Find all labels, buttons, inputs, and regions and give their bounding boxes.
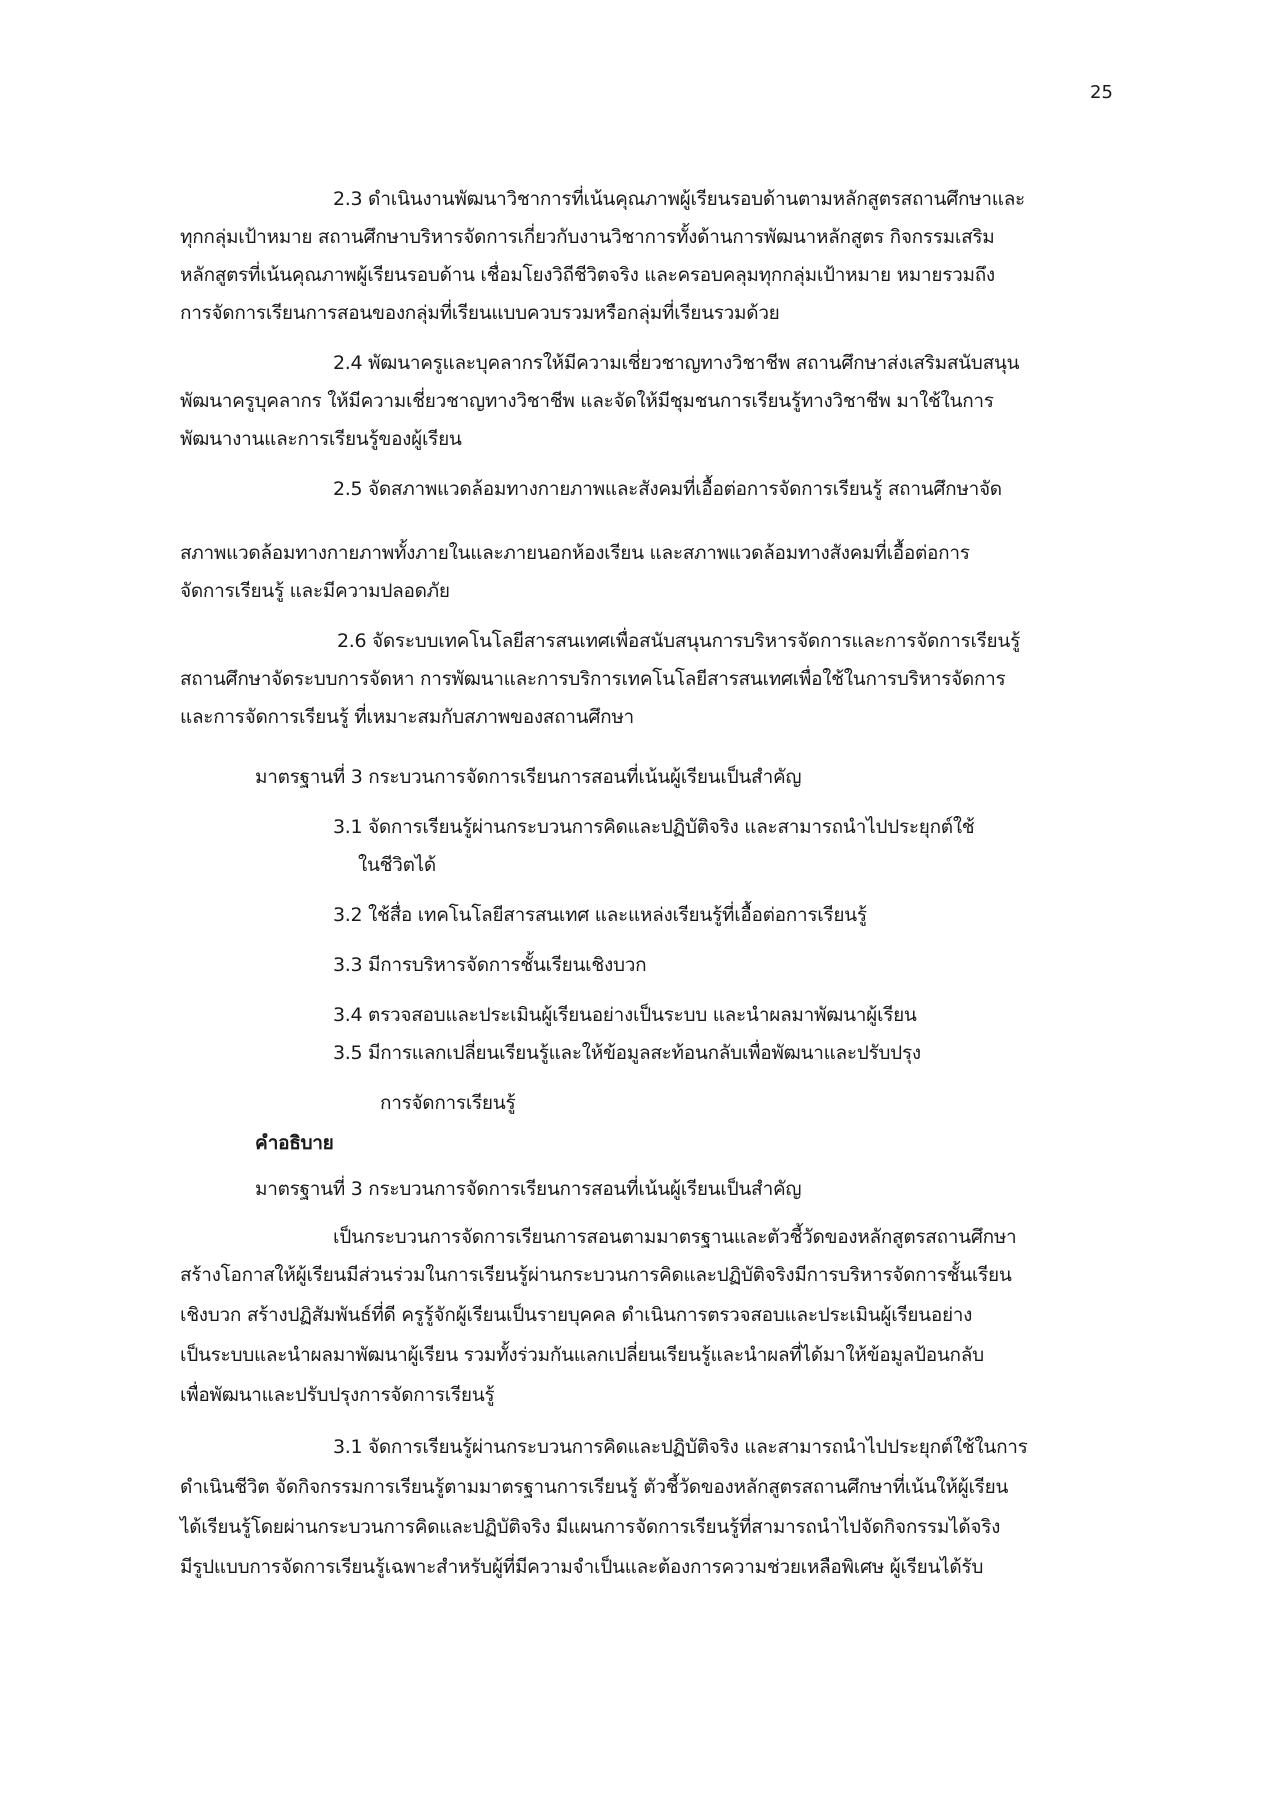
text-line: และการจัดการเรียนรู้ ที่เหมาะสมกับสภาพของสถานศึกษา xyxy=(180,706,634,728)
text-line: หลักสูตรที่เน้นคุณภาพผู้เรียนรอบด้าน เชื่อมโยงวิถีชีวิตจริง และครอบคลุมทุกกลุ่มเป้าหมาย หมายรวมถึง xyxy=(180,264,995,286)
text-line: สถานศึกษาจัดระบบการจัดหา การพัฒนาและการบริการเทคโนโลยีสารสนเทศเพื่อใช้ในการบริหารจัดการ xyxy=(180,668,1006,690)
text-line: 2.6 จัดระบบเทคโนโลยีสารสนเทศเพื่อสนับสนุนการบริหารจัดการและการจัดการเรียนรู้ xyxy=(337,630,1020,652)
text-line: เชิงบวก สร้างปฏิสัมพันธ์ที่ดี ครูรู้จักผู้เรียนเป็นรายบุคคล ดำเนินการตรวจสอบและประเมินผู้เรียนอย่าง xyxy=(180,1304,973,1326)
text-line: เป็นระบบและนำผลมาพัฒนาผู้เรียน รวมทั้งร่วมกันแลกเปลี่ยนเรียนรู้และนำผลที่ได้มาให้ข้อมูลป้อนกลับ xyxy=(180,1344,984,1366)
page-number: 25 xyxy=(1090,82,1113,103)
text-line: ดำเนินชีวิต จัดกิจกรรมการเรียนรู้ตามมาตรฐานการเรียนรู้ ตัวชี้วัดของหลักสูตรสถานศึกษาที่เน้นให้ผู้เรียน xyxy=(180,1476,1009,1498)
text-line: เป็นกระบวนการจัดการเรียนการสอนตามมาตรฐานและตัวชี้วัดของหลักสูตรสถานศึกษา xyxy=(333,1226,1017,1248)
text-line: พัฒนาครูบุคลากร ให้มีความเชี่ยวชาญทางวิชาชีพ และจัดให้มีชุมชนการเรียนรู้ทางวิชาชีพ มาใช้ในการ xyxy=(180,390,994,412)
text-line: มาตรฐานที่ 3 กระบวนการจัดการเรียนการสอนที่เน้นผู้เรียนเป็นสำคัญ xyxy=(255,766,802,788)
text-line: ได้เรียนรู้โดยผ่านกระบวนการคิดและปฏิบัติจริง มีแผนการจัดการเรียนรู้ที่สามารถนำไปจัดกิจกรรมได้จริง xyxy=(180,1516,1001,1538)
text-line: 2.5 จัดสภาพแวดล้อมทางกายภาพและสังคมที่เอื้อต่อการจัดการเรียนรู้ สถานศึกษาจัด xyxy=(333,478,1002,500)
text-line: 3.5 มีการแลกเปลี่ยนเรียนรู้และให้ข้อมูลสะท้อนกลับเพื่อพัฒนาและปรับปรุง xyxy=(333,1042,921,1064)
text-line: 3.4 ตรวจสอบและประเมินผู้เรียนอย่างเป็นระบบ และนำผลมาพัฒนาผู้เรียน xyxy=(333,1004,917,1026)
text-line: เพื่อพัฒนาและปรับปรุงการจัดการเรียนรู้ xyxy=(180,1384,495,1406)
text-line: 3.1 จัดการเรียนรู้ผ่านกระบวนการคิดและปฏิบัติจริง และสามารถนำไปประยุกต์ใช้ในการ xyxy=(333,1436,1028,1458)
text-line: สร้างโอกาสให้ผู้เรียนมีส่วนร่วมในการเรียนรู้ผ่านกระบวนการคิดและปฏิบัติจริงมีการบริหารจัดการชั้นเรียน xyxy=(180,1264,1012,1286)
section-heading-explanation: คำอธิบาย xyxy=(255,1132,334,1154)
text-line: มีรูปแบบการจัดการเรียนรู้เฉพาะสำหรับผู้ที่มีความจำเป็นและต้องการความช่วยเหลือพิเศษ ผู้เรียนได้รับ xyxy=(180,1556,984,1578)
text-line: 3.3 มีการบริหารจัดการชั้นเรียนเชิงบวก xyxy=(333,954,647,976)
text-line: 3.2 ใช้สื่อ เทคโนโลยีสารสนเทศ และแหล่งเรียนรู้ที่เอื้อต่อการเรียนรู้ xyxy=(333,904,867,926)
text-line: พัฒนางานและการเรียนรู้ของผู้เรียน xyxy=(180,428,462,450)
text-line: การจัดการเรียนการสอนของกลุ่มที่เรียนแบบควบรวมหรือกลุ่มที่เรียนรวมด้วย xyxy=(180,302,780,324)
text-line: 3.1 จัดการเรียนรู้ผ่านกระบวนการคิดและปฏิบัติจริง และสามารถนำไปประยุกต์ใช้ xyxy=(333,816,975,838)
text-line: 2.4 พัฒนาครูและบุคลากรให้มีความเชี่ยวชาญทางวิชาชีพ สถานศึกษาส่งเสริมสนับสนุน xyxy=(333,352,1020,374)
text-line: ทุกกลุ่มเป้าหมาย สถานศึกษาบริหารจัดการเกี่ยวกับงานวิชาการทั้งด้านการพัฒนาหลักสูตร กิจกรรมเสริม xyxy=(180,226,995,248)
text-line: สภาพแวดล้อมทางกายภาพทั้งภายในและภายนอกห้องเรียน และสภาพแวดล้อมทางสังคมที่เอื้อต่อการ xyxy=(180,542,970,564)
text-line: การจัดการเรียนรู้ xyxy=(380,1092,516,1114)
text-line: จัดการเรียนรู้ และมีความปลอดภัย xyxy=(180,580,450,602)
text-line: ในชีวิตได้ xyxy=(358,854,436,876)
text-line: มาตรฐานที่ 3 กระบวนการจัดการเรียนการสอนที่เน้นผู้เรียนเป็นสำคัญ xyxy=(255,1178,802,1200)
text-line: 2.3 ดำเนินงานพัฒนาวิชาการที่เน้นคุณภาพผู้เรียนรอบด้านตามหลักสูตรสถานศึกษาและ xyxy=(333,188,1025,210)
